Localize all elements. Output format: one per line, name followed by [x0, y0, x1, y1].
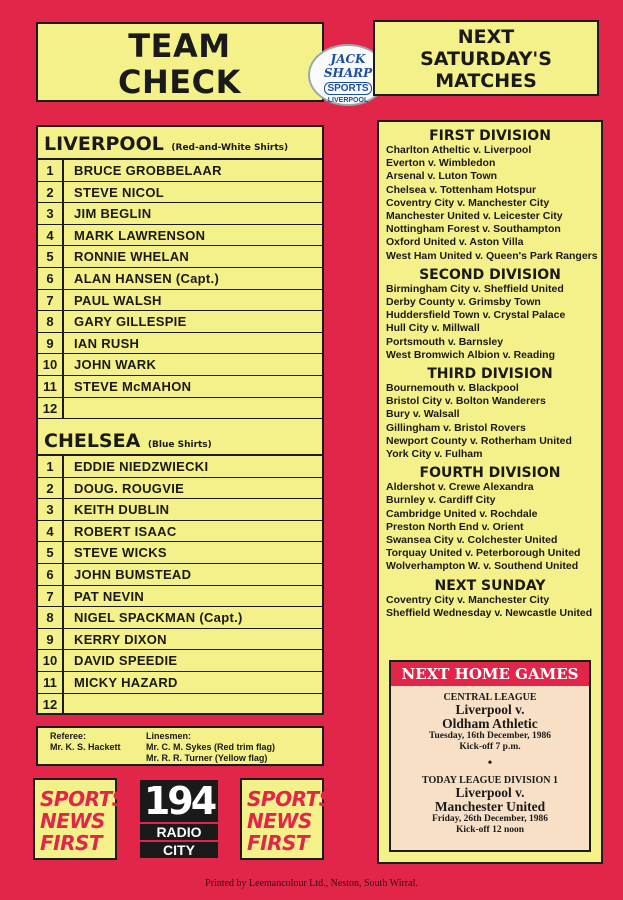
player-name: STEVE NICOL [74, 184, 164, 200]
logo-line3: LIVERPOOL [327, 97, 369, 104]
fixture-list [379, 122, 601, 620]
next-line3: MATCHES [435, 70, 537, 92]
team-check-header [36, 22, 324, 102]
fixture-item: Newport County v. Rotherham United [386, 434, 572, 447]
next-saturday-header [373, 20, 599, 96]
snf-left-line3: FIRST [40, 831, 103, 855]
logo-line2: SPORTS [324, 82, 372, 95]
fixture-item: Nottingham Forest v. Southampton [386, 223, 561, 236]
chelsea-name: CHELSEA [44, 430, 141, 452]
division-heading: NEXT SUNDAY [434, 577, 546, 594]
player-name: IAN RUSH [74, 335, 140, 351]
city-word: CITY [140, 842, 218, 858]
shirt-number: 4 [38, 225, 64, 246]
team-check-line1: TEAM [128, 27, 231, 65]
player-row [38, 542, 322, 564]
shirt-number: 11 [38, 672, 64, 693]
referee-label: Referee: [50, 731, 87, 741]
sports-news-first-ad-right [240, 778, 333, 860]
player-row [38, 586, 322, 608]
linesman-2: Mr. R. R. Turner (Yellow flag) [146, 753, 268, 763]
game2-team1: Liverpool v. [455, 785, 525, 800]
player-name: MICKY HAZARD [74, 674, 178, 690]
player-row [38, 311, 322, 333]
team-lineups-panel [36, 125, 324, 715]
player-row [38, 354, 322, 376]
fixture-item: Coventry City v. Manchester City [386, 196, 550, 209]
fixture-item: York City v. Fulham [386, 448, 483, 461]
player-name: DOUG. ROUGVIE [74, 480, 185, 496]
snf-right-line2: NEWS [247, 809, 312, 833]
shirt-number: 5 [38, 542, 64, 563]
fixture-item: Gillingham v. Bristol Rovers [386, 421, 526, 434]
fixture-item: Swansea City v. Colchester United [386, 534, 558, 547]
player-name [64, 398, 74, 419]
player-row [38, 268, 322, 290]
player-row [38, 456, 322, 478]
liverpool-shirts: (Red-and-White Shirts) [171, 143, 289, 153]
player-row [38, 672, 322, 694]
player-name [64, 694, 74, 715]
fixture-item: Chelsea v. Tottenham Hotspur [386, 183, 537, 196]
player-name: RONNIE WHELAN [74, 249, 190, 265]
player-row [38, 564, 322, 586]
game2-team2: Manchester United [434, 799, 546, 814]
fixture-item: Manchester United v. Leicester City [386, 210, 563, 223]
player-row [38, 160, 322, 182]
player-row [38, 376, 322, 398]
team-check-line2: CHECK [118, 63, 241, 101]
player-name: MARK LAWRENSON [74, 227, 206, 243]
player-row [38, 333, 322, 355]
player-name: JOHN WARK [74, 357, 157, 373]
radio-word: RADIO [140, 824, 218, 840]
home-game-2 [391, 775, 589, 836]
home-game-1 [391, 692, 589, 753]
snf-left-line1: SPORTS [40, 787, 126, 811]
shirt-number: 9 [38, 629, 64, 650]
shirt-number: 2 [38, 478, 64, 499]
shirt-number: 12 [38, 398, 64, 419]
player-row [38, 290, 322, 312]
chelsea-heading [44, 430, 212, 452]
fixture-item: Everton v. Wimbledon [386, 157, 496, 170]
game1-league: CENTRAL LEAGUE [443, 692, 537, 703]
player-row [38, 246, 322, 268]
player-row [38, 182, 322, 204]
division-heading: SECOND DIVISION [419, 266, 561, 283]
shirt-number: 8 [38, 607, 64, 628]
game1-team2: Oldham Athletic [442, 716, 538, 731]
division-heading: THIRD DIVISION [427, 366, 553, 383]
player-name: JIM BEGLIN [74, 206, 152, 222]
team-check-title [118, 28, 241, 100]
game1-kickoff: Kick-off 7 p.m. [459, 742, 521, 752]
fixture-item: Birmingham City v. Sheffield United [386, 282, 564, 295]
radio-city-logo [140, 780, 218, 860]
shirt-number: 7 [38, 586, 64, 607]
printer-credit: Printed by Leemancolour Ltd., Neston, South Wirral. [205, 878, 418, 889]
referee-block [50, 731, 121, 753]
player-name: PAT NEVIN [74, 588, 145, 604]
game2-league: TODAY LEAGUE DIVISION 1 [421, 775, 559, 786]
linesmen-label: Linesmen: [146, 731, 192, 741]
shirt-number: 5 [38, 246, 64, 267]
player-name: BRUCE GROBBELAAR [74, 163, 222, 178]
fixture-item: Cambridge United v. Rochdale [386, 507, 538, 520]
division-heading: FIRST DIVISION [429, 128, 551, 144]
chelsea-shirts: (Blue Shirts) [147, 440, 212, 450]
fixture-item: West Bromwich Albion v. Reading [386, 348, 555, 361]
player-name: STEVE WICKS [74, 545, 167, 561]
shirt-number: 12 [38, 694, 64, 715]
shirt-number: 11 [38, 376, 64, 397]
fixture-item: Oxford United v. Aston Villa [386, 236, 524, 249]
player-row [38, 225, 322, 247]
next-line2: SATURDAY'S [420, 48, 552, 70]
home-games-heading: NEXT HOME GAMES [391, 662, 589, 686]
player-row [38, 607, 322, 629]
fixture-item: Bristol City v. Bolton Wanderers [386, 395, 546, 408]
shirt-number: 8 [38, 311, 64, 332]
radio-frequency: 194 [140, 780, 218, 822]
player-row [38, 650, 322, 672]
player-row [38, 521, 322, 543]
player-name: EDDIE NIEDZWIECKI [74, 459, 209, 474]
shirt-number: 10 [38, 354, 64, 375]
fixture-item: Bournemouth v. Blackpool [386, 382, 519, 395]
fixture-item: Torquay United v. Peterborough United [386, 547, 581, 560]
player-name: NIGEL SPACKMAN (Capt.) [74, 610, 243, 626]
player-row [38, 398, 322, 420]
player-row [38, 478, 322, 500]
fixture-item: Charlton Atheltic v. Liverpool [386, 144, 532, 156]
player-row [38, 499, 322, 521]
division-heading: FOURTH DIVISION [419, 465, 561, 482]
shirt-number: 1 [38, 456, 64, 477]
fixture-item: Hull City v. Millwall [386, 322, 480, 335]
player-name: KERRY DIXON [74, 631, 167, 647]
shirt-number: 1 [38, 160, 64, 181]
logo-line1: JACK SHARP [323, 52, 373, 80]
shirt-number: 6 [38, 268, 64, 289]
player-name: JOHN BUMSTEAD [74, 566, 192, 582]
next-saturday-title [375, 26, 597, 92]
game2-kickoff: Kick-off 12 noon [455, 825, 525, 835]
fixture-item: Portsmouth v. Barnsley [386, 335, 504, 348]
game2-date: Friday, 26th December, 1986 [431, 814, 548, 824]
player-name: STEVE McMAHON [74, 378, 192, 394]
liverpool-player-list [38, 158, 322, 419]
fixture-item: Derby County v. Grimsby Town [386, 296, 541, 309]
shirt-number: 2 [38, 182, 64, 203]
referee-name: Mr. K. S. Hackett [50, 742, 121, 752]
match-officials [36, 726, 324, 766]
sports-news-first-ad-left [33, 778, 126, 860]
shirt-number: 6 [38, 564, 64, 585]
next-line1: NEXT [457, 26, 515, 48]
chelsea-player-list [38, 454, 322, 715]
linesman-1: Mr. C. M. Sykes (Red trim flag) [146, 742, 276, 752]
fixture-item: Coventry City v. Manchester City [386, 593, 550, 606]
fixture-item: Preston North End v. Orient [386, 520, 524, 533]
fixture-item: Burnley v. Cardiff City [386, 494, 496, 507]
shirt-number: 9 [38, 333, 64, 354]
fixtures-panel [377, 120, 603, 864]
player-row [38, 629, 322, 651]
player-row [38, 694, 322, 716]
shirt-number: 4 [38, 521, 64, 542]
player-name: GARY GILLESPIE [74, 314, 187, 330]
snf-right-line3: FIRST [247, 831, 310, 855]
player-name: ALAN HANSEN (Capt.) [74, 270, 220, 286]
liverpool-name: LIVERPOOL [44, 133, 164, 155]
linesmen-block [146, 731, 275, 764]
fixture-item: Bury v. Walsall [386, 408, 460, 421]
fixture-item: Arsenal v. Luton Town [386, 170, 498, 183]
fixture-item: West Ham United v. Queen's Park Rangers [386, 249, 598, 262]
player-name: DAVID SPEEDIE [74, 653, 178, 669]
next-home-games [389, 660, 591, 852]
fixture-item: Sheffield Wednesday v. Newcastle United [386, 606, 593, 619]
fixture-item: Huddersfield Town v. Crystal Palace [386, 309, 566, 322]
shirt-number: 3 [38, 499, 64, 520]
player-name: KEITH DUBLIN [74, 502, 170, 518]
game1-team1: Liverpool v. [455, 702, 525, 717]
shirt-number: 7 [38, 290, 64, 311]
shirt-number: 10 [38, 650, 64, 671]
player-name: ROBERT ISAAC [74, 523, 177, 539]
snf-right-line1: SPORTS [247, 787, 333, 811]
game1-date: Tuesday, 16th December, 1986 [428, 731, 551, 741]
snf-left-line2: NEWS [40, 809, 105, 833]
fixture-item: Wolverhampton W. v. Southend United [386, 560, 579, 573]
fixture-item: Aldershot v. Crewe Alexandra [386, 481, 534, 494]
player-row [38, 203, 322, 225]
liverpool-heading [44, 133, 288, 155]
bullet-separator: • [487, 756, 493, 771]
shirt-number: 3 [38, 203, 64, 224]
player-name: PAUL WALSH [74, 292, 162, 308]
